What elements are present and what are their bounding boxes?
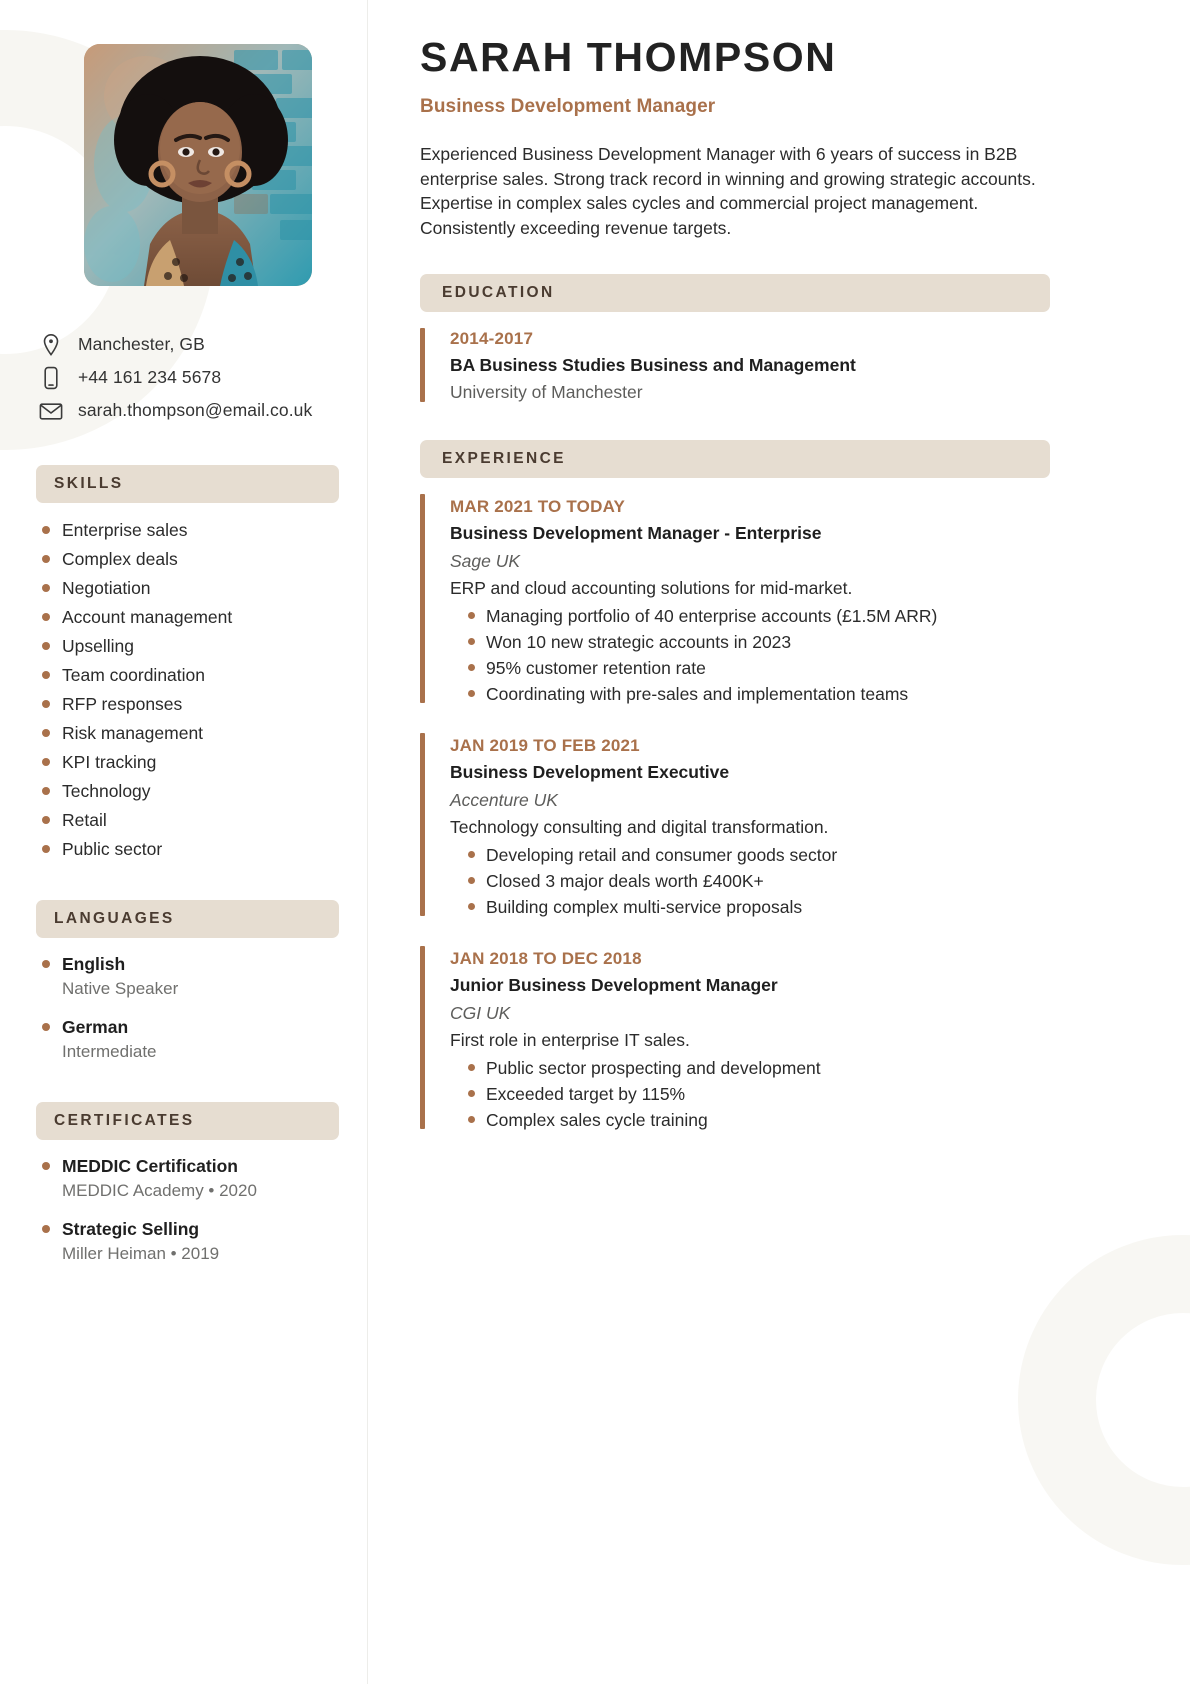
skill-label: Upselling bbox=[62, 636, 134, 656]
profile-photo-image bbox=[84, 44, 312, 286]
contact-location-text: Manchester, GB bbox=[78, 334, 205, 354]
list-item bbox=[42, 1217, 339, 1266]
education-institution: University of Manchester bbox=[450, 382, 643, 402]
certificate-name: Strategic Selling bbox=[62, 1219, 200, 1239]
bullet-dot-icon bbox=[42, 845, 50, 853]
list-item bbox=[42, 691, 339, 717]
certificate-meta: MEDDIC Academy • 2020 bbox=[62, 1181, 257, 1200]
skill-label: Technology bbox=[62, 781, 151, 801]
bullet-dot-icon bbox=[42, 1162, 50, 1170]
bullet-dot-icon bbox=[42, 555, 50, 563]
bullet-dot-icon bbox=[42, 729, 50, 737]
certificates-list bbox=[42, 1154, 339, 1266]
certificates-heading: CERTIFICATES bbox=[54, 1112, 195, 1129]
skills-list bbox=[42, 517, 339, 862]
skill-label: KPI tracking bbox=[62, 752, 157, 772]
phone-icon bbox=[38, 365, 64, 391]
skill-label: RFP responses bbox=[62, 694, 183, 714]
list-item bbox=[450, 868, 1050, 894]
experience-description: ERP and cloud accounting solutions for mid-market. bbox=[450, 578, 853, 598]
list-item bbox=[42, 1154, 339, 1203]
bullet-dot-icon bbox=[468, 877, 475, 884]
certificate-name: MEDDIC Certification bbox=[62, 1156, 238, 1176]
experience-bullet: Coordinating with pre-sales and implementation teams bbox=[486, 684, 909, 704]
experience-entry bbox=[420, 480, 1050, 707]
certificates-section-header bbox=[36, 1102, 339, 1140]
page-title: SARAH THOMPSON bbox=[420, 34, 837, 80]
decorative-circle-bottom-right bbox=[1018, 1235, 1190, 1565]
languages-section-header bbox=[36, 900, 339, 938]
list-item bbox=[450, 894, 1050, 920]
contact-email-text: sarah.thompson@email.co.uk bbox=[78, 400, 313, 420]
education-degree: BA Business Studies Business and Management bbox=[450, 355, 856, 375]
skill-label: Enterprise sales bbox=[62, 520, 188, 540]
skill-label: Public sector bbox=[62, 839, 163, 859]
certificate-meta: Miller Heiman • 2019 bbox=[62, 1244, 220, 1263]
education-date: 2014-2017 bbox=[450, 329, 534, 348]
list-item bbox=[42, 778, 339, 804]
list-item bbox=[450, 655, 1050, 681]
list-item bbox=[450, 681, 1050, 707]
experience-date: JAN 2019 TO FEB 2021 bbox=[450, 736, 640, 755]
experience-company: Accenture UK bbox=[450, 790, 558, 810]
education-section-header bbox=[420, 274, 1050, 312]
bullet-dot-icon bbox=[468, 1090, 475, 1097]
list-item bbox=[42, 604, 339, 630]
list-item bbox=[42, 1015, 339, 1064]
experience-bullet-list bbox=[450, 1055, 1050, 1133]
list-item bbox=[450, 1055, 1050, 1081]
bullet-dot-icon bbox=[42, 787, 50, 795]
list-item bbox=[42, 546, 339, 572]
skill-label: Negotiation bbox=[62, 578, 151, 598]
experience-bullet: Managing portfolio of 40 enterprise accounts (£1.5M ARR) bbox=[486, 606, 938, 626]
experience-bullet: Closed 3 major deals worth £400K+ bbox=[486, 871, 764, 891]
experience-role: Business Development Executive bbox=[450, 762, 730, 782]
skills-section-header bbox=[36, 465, 339, 503]
experience-role: Junior Business Development Manager bbox=[450, 975, 778, 995]
bullet-dot-icon bbox=[42, 584, 50, 592]
contact-phone bbox=[38, 361, 339, 394]
language-level: Intermediate bbox=[62, 1042, 157, 1061]
experience-bullet: Won 10 new strategic accounts in 2023 bbox=[486, 632, 792, 652]
skill-label: Complex deals bbox=[62, 549, 178, 569]
bullet-dot-icon bbox=[42, 526, 50, 534]
experience-entry bbox=[420, 932, 1050, 1133]
languages-heading: LANGUAGES bbox=[54, 910, 175, 927]
experience-bullet: Exceeded target by 115% bbox=[486, 1084, 686, 1104]
list-item bbox=[42, 662, 339, 688]
experience-description: Technology consulting and digital transformation. bbox=[450, 817, 829, 837]
list-item bbox=[450, 842, 1050, 868]
bullet-dot-icon bbox=[468, 1116, 475, 1123]
list-item bbox=[42, 720, 339, 746]
location-pin-icon bbox=[38, 332, 64, 358]
list-item bbox=[42, 575, 339, 601]
contact-phone-text: +44 161 234 5678 bbox=[78, 367, 222, 387]
bullet-dot-icon bbox=[42, 1023, 50, 1031]
education-entry bbox=[420, 314, 1050, 406]
list-item bbox=[450, 629, 1050, 655]
list-item bbox=[42, 633, 339, 659]
experience-bullet: 95% customer retention rate bbox=[486, 658, 706, 678]
bullet-dot-icon bbox=[468, 1064, 475, 1071]
bullet-dot-icon bbox=[42, 671, 50, 679]
bullet-dot-icon bbox=[42, 758, 50, 766]
list-item bbox=[42, 836, 339, 862]
experience-bullet: Public sector prospecting and development bbox=[486, 1058, 821, 1078]
skill-label: Account management bbox=[62, 607, 233, 627]
language-name: German bbox=[62, 1017, 129, 1037]
experience-entry bbox=[420, 719, 1050, 920]
education-heading: EDUCATION bbox=[442, 284, 555, 301]
experience-company: Sage UK bbox=[450, 551, 521, 571]
language-name: English bbox=[62, 954, 126, 974]
contact-list bbox=[38, 328, 339, 427]
skill-label: Retail bbox=[62, 810, 107, 830]
bullet-dot-icon bbox=[468, 690, 475, 697]
experience-section-header bbox=[420, 440, 1050, 478]
experience-bullet-list bbox=[450, 603, 1050, 707]
bullet-dot-icon bbox=[42, 816, 50, 824]
sidebar bbox=[0, 0, 368, 1684]
bullet-dot-icon bbox=[468, 612, 475, 619]
list-item bbox=[42, 807, 339, 833]
list-item bbox=[450, 1107, 1050, 1133]
experience-role: Business Development Manager - Enterprise bbox=[450, 523, 822, 543]
bullet-dot-icon bbox=[468, 903, 475, 910]
skills-heading: SKILLS bbox=[54, 475, 124, 492]
bullet-dot-icon bbox=[42, 642, 50, 650]
envelope-icon bbox=[38, 398, 64, 424]
languages-list bbox=[42, 952, 339, 1064]
contact-location bbox=[38, 328, 339, 361]
skill-label: Risk management bbox=[62, 723, 204, 743]
bullet-dot-icon bbox=[468, 664, 475, 671]
experience-bullet-list bbox=[450, 842, 1050, 920]
experience-bullet: Developing retail and consumer goods sector bbox=[486, 845, 838, 865]
list-item bbox=[450, 1081, 1050, 1107]
professional-summary: Experienced Business Development Manager with 6 years of success in B2B enterprise sales. Strong track record in winning and growing strategic accounts. Expertise in complex sales cycles and commercial project management. Consistently exceeding revenue targets. bbox=[420, 144, 1036, 238]
bullet-dot-icon bbox=[42, 700, 50, 708]
experience-date: MAR 2021 TO TODAY bbox=[450, 497, 626, 516]
experience-bullet: Building complex multi-service proposals bbox=[486, 897, 803, 917]
experience-heading: EXPERIENCE bbox=[442, 450, 566, 467]
experience-bullet: Complex sales cycle training bbox=[486, 1110, 708, 1130]
profile-photo bbox=[84, 44, 312, 286]
bullet-dot-icon bbox=[42, 1225, 50, 1233]
bullet-dot-icon bbox=[468, 851, 475, 858]
bullet-dot-icon bbox=[42, 960, 50, 968]
bullet-dot-icon bbox=[42, 613, 50, 621]
main-content bbox=[368, 0, 1190, 1133]
list-item bbox=[42, 952, 339, 1001]
list-item bbox=[450, 603, 1050, 629]
contact-email bbox=[38, 394, 339, 427]
language-level: Native Speaker bbox=[62, 979, 179, 998]
list-item bbox=[42, 749, 339, 775]
experience-date: JAN 2018 TO DEC 2018 bbox=[450, 949, 642, 968]
skill-label: Team coordination bbox=[62, 665, 205, 685]
list-item bbox=[42, 517, 339, 543]
experience-company: CGI UK bbox=[450, 1003, 511, 1023]
bullet-dot-icon bbox=[468, 638, 475, 645]
experience-description: First role in enterprise IT sales. bbox=[450, 1030, 690, 1050]
job-title: Business Development Manager bbox=[420, 96, 716, 117]
